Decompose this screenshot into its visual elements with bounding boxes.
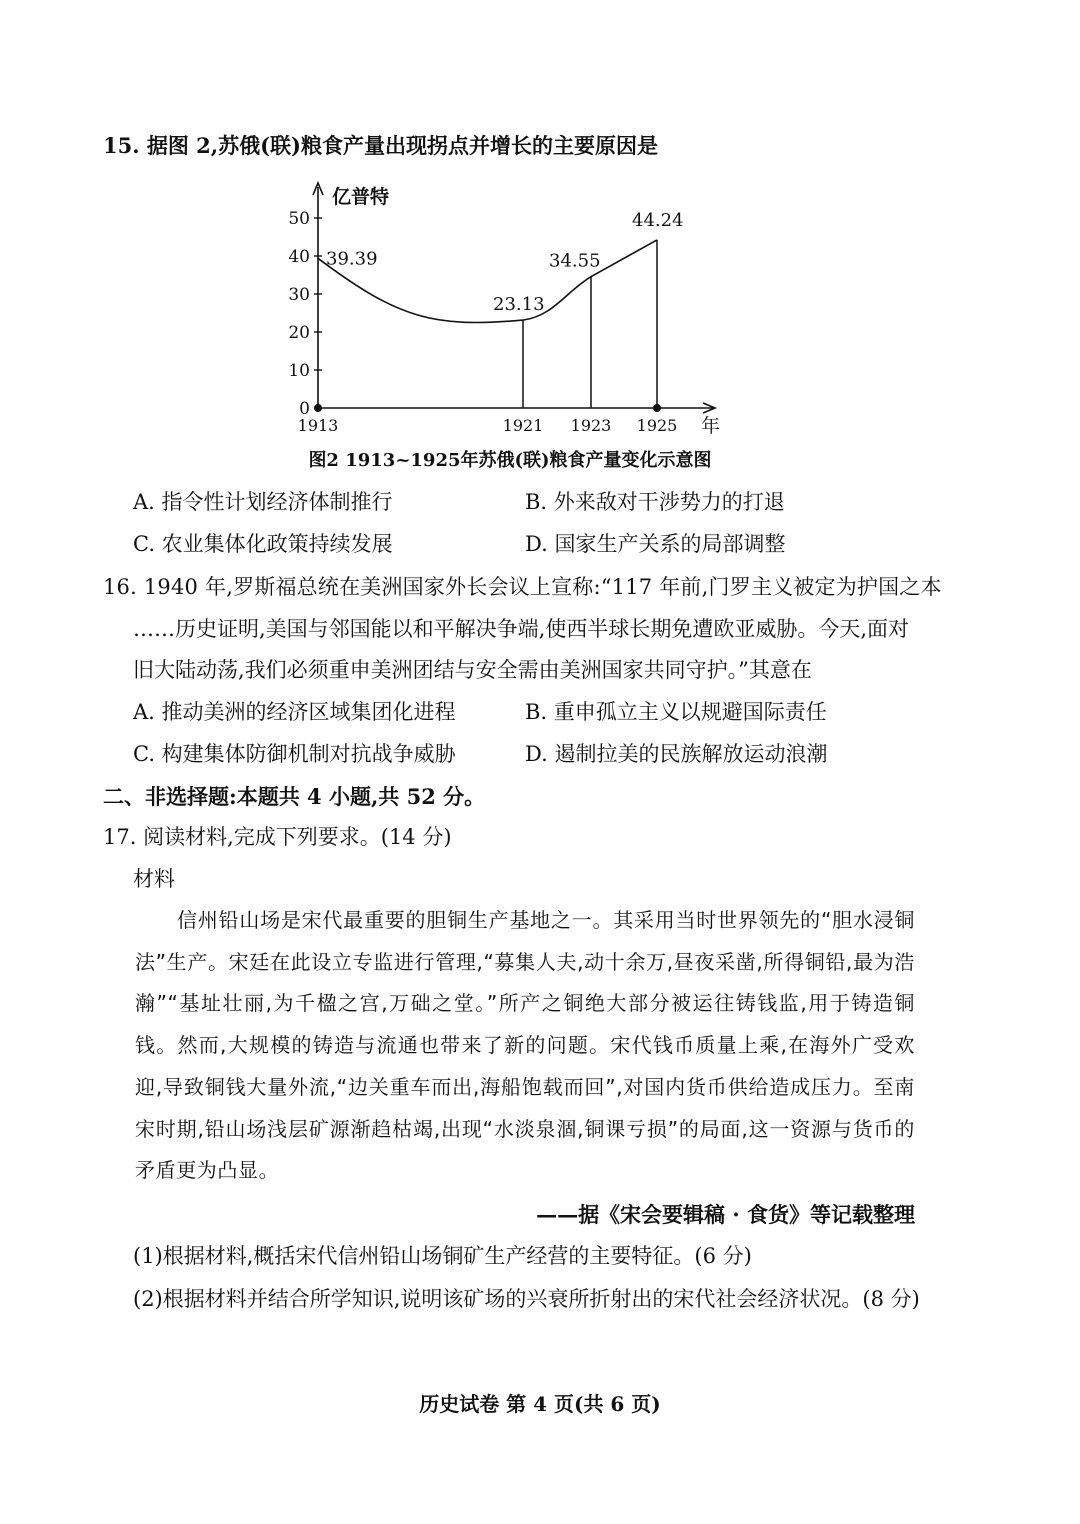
x-tick-label: 1913 xyxy=(297,416,339,435)
q17-sub-question-2: (2)根据材料并结合所学知识,说明该矿场的兴衰所折射出的宋代社会经济状况。(8 分) xyxy=(133,1287,920,1311)
data-label: 44.24 xyxy=(632,209,684,231)
y-tick-label: 20 xyxy=(288,323,310,343)
q15-option-a[interactable]: A. 指令性计划经济体制推行 xyxy=(133,490,393,514)
y-tick-label: 50 xyxy=(288,209,310,229)
y-axis-label: 亿普特 xyxy=(332,186,390,208)
grain-output-chart xyxy=(280,175,750,445)
q16-stem-line-2: ……历史证明,美国与邻国能以和平解决争端,使西半球长期免遭欧亚威胁。今天,面对 xyxy=(133,617,910,641)
q16-stem-line-3: 旧大陆动荡,我们必须重申美洲团结与安全需由美洲国家共同守护。”其意在 xyxy=(133,658,812,682)
y-tick-label: 40 xyxy=(288,247,310,267)
y-tick-label: 30 xyxy=(288,285,310,305)
page-footer: 历史试卷 第 4 页(共 6 页) xyxy=(419,1392,661,1416)
data-label: 34.55 xyxy=(549,250,601,272)
q16-option-a[interactable]: A. 推动美洲的经济区域集团化进程 xyxy=(133,700,456,724)
material-label: 材料 xyxy=(133,867,175,891)
q16-option-b[interactable]: B. 重申孤立主义以规避国际责任 xyxy=(525,700,827,724)
q16-stem-line-1: 16. 1940 年,罗斯福总统在美洲国家外长会议上宣称:“117 年前,门罗主义被定为护国之本 xyxy=(103,575,942,599)
y-tick-label: 10 xyxy=(288,361,310,381)
q15-stem: 15. 据图 2,苏俄(联)粮食产量出现拐点并增长的主要原因是 xyxy=(103,133,658,158)
chart-caption: 图2 1913~1925年苏俄(联)粮食产量变化示意图 xyxy=(308,450,712,471)
material-source: ——据《宋会要辑稿 · 食货》等记载整理 xyxy=(536,1202,915,1227)
section-heading: 二、非选择题:本题共 4 小题,共 52 分。 xyxy=(103,784,486,809)
data-label: 23.13 xyxy=(493,294,545,316)
q15-option-c[interactable]: C. 农业集体化政策持续发展 xyxy=(133,532,393,556)
data-point-1925 xyxy=(653,404,661,412)
q17-sub-question-1: (1)根据材料,概括宋代信州铅山场铜矿生产经营的主要特征。(6 分) xyxy=(133,1244,752,1268)
q15-option-d[interactable]: D. 国家生产关系的局部调整 xyxy=(525,532,786,556)
origin-dot xyxy=(314,404,322,412)
x-tick-label: 1923 xyxy=(570,416,612,435)
x-tick-label: 1921 xyxy=(502,416,544,435)
x-axis-label: 年 xyxy=(701,415,721,437)
material-paragraph: 信州铅山场是宋代最重要的胆铜生产基地之一。其采用当时世界领先的“胆水浸铜法”生产。宋廷在此设立专监进行管理,“募集人夫,动十余万,昼夜采凿,所得铜铅,最为浩瀚”“基址壮丽,为千楹之宫,万础之堂。”所产之铜绝大部分被运往铸钱监,用于铸造铜钱。然而,大规模的铸造与流通也带来了新的问题。宋代钱币质量上乘,在海外广受欢迎,导致铜钱大量外流,“边关重车而出,海船饱载而回”,对国内货币供给造成压力。至南宋时期,铅山场浅层矿源渐趋枯竭,出现“水淡泉涸,铜课亏损”的局面,这一资源与货币的矛盾更为凸显。 xyxy=(135,908,915,1183)
x-tick-label: 1925 xyxy=(636,416,678,435)
q15-option-b[interactable]: B. 外来敌对干涉势力的打退 xyxy=(525,490,785,514)
q16-option-c[interactable]: C. 构建集体防御机制对抗战争威胁 xyxy=(133,742,456,766)
data-label: 39.39 xyxy=(326,248,378,270)
y-tick-label: 0 xyxy=(299,399,310,419)
q17-stem: 17. 阅读材料,完成下列要求。(14 分) xyxy=(103,825,452,849)
q16-option-d[interactable]: D. 遏制拉美的民族解放运动浪潮 xyxy=(525,742,828,766)
